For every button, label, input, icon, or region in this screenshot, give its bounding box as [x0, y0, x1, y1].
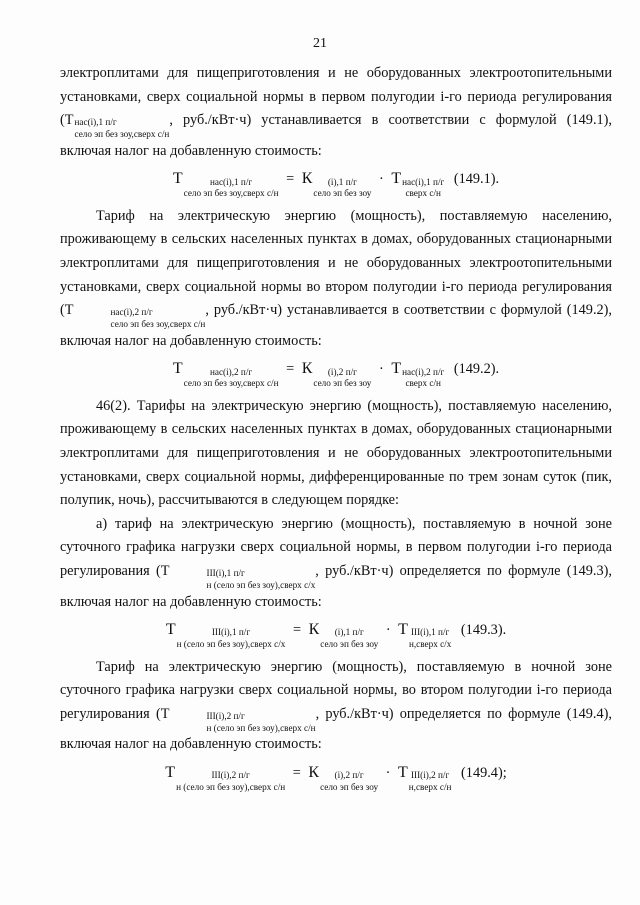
paragraph-2: Тариф на электрическую энергию (мощность), поставляемую населению, проживающему в сельских населенных пунктах в домах, оборудованных стационарными электроплитами для пищеприготовления и не оборудованных электроотопительными установками, сверх социальной нормы во втором полугодии i-го периода регулирования (Т нас(i),2 п/г село эп без зоу,сверх с/н , руб./кВт·ч) устанавливается в соответствии с формулой (149.2), включая налог на добавленную стоимость:: [60, 207, 612, 349]
formula-number: (149.2).: [453, 361, 500, 378]
inline-tariff-2: (Т нас(i),2 п/г село эп без зоу,сверх с/н: [60, 302, 206, 330]
formula-number: (149.4);: [461, 765, 507, 781]
paragraph-5: Тариф на электрическую энергию (мощность), поставляемую в ночной зоне суточного графика нагрузки сверх социальной нормы, во втором полугодии i-го периода регулирования (Т III(i),2 п/г н (село эп без зоу),сверх с/н , руб./кВт·ч) определяется по формуле (149.4), включая налог на добавленную стоимость:: [60, 658, 612, 753]
formula-number: (149.3).: [460, 622, 507, 639]
paragraph-1-line-1: электроплитами для пищеприготовления и не оборудованных электроотопительными: [60, 65, 612, 81]
formula-149-2: Т нас(i),2 п/г село эп без зоу,сверх с/н = К (i),2 п/г село эп без зоу · Т нас(i),2 п/г сверх с/н (149.2).: [172, 360, 500, 389]
page-number: 21: [313, 36, 327, 51]
formula-number: (149.1).: [453, 171, 500, 188]
document-body: [60, 62, 612, 799]
inline-tariff-1: (Т нас(i),1 п/г село эп без зоу,сверх с/н: [60, 112, 170, 140]
paragraph-1-line-4: включая налог на добавленную стоимость:: [60, 142, 322, 159]
inline-tariff-4: (Т III(i),2 п/г н (село эп без зоу),сверх с/н: [155, 705, 316, 733]
formula-149-1: Т нас(i),1 п/г село эп без зоу,сверх с/н = К (i),1 п/г село эп без зоу · Т нас(i),1 п/г сверх с/н (149.1).: [172, 170, 500, 199]
inline-tariff-3: (Т III(i),1 п/г н (село эп без зоу),сверх с/х: [156, 563, 316, 590]
paragraph-1-line-2: установками, сверх социальной нормы в первом полугодии i-го периода регулирования: [60, 88, 612, 105]
paragraph-3: 46(2). Тарифы на электрическую энергию (мощность), поставляемую населению, проживающему в сельских населенных пунктах в домах, оборудованных стационарными электроплитами для пищеприготовления и не оборудованных электроотопительными установками, сверх социальной нормы, дифференцированные по трем зонам суток (пик, полупик, ночь), рассчитываются в следующем порядке:: [60, 397, 612, 509]
paragraph-1: [60, 62, 612, 163]
formula-149-3: Т III(i),1 п/г н (село эп без зоу),сверх с/х = К (i),1 п/г село эп без зоу · Т III(i),1 п/г н,сверх с/х (149.3).: [165, 621, 507, 650]
formula-149-4: Т III(i),2 п/г н (село эп без зоу),сверх с/н = К (i),2 п/г село эп без зоу · Т III(i),2 п/г н,сверх с/н (149.4);: [165, 764, 507, 792]
paragraph-4: а) тариф на электрическую энергию (мощность), поставляемую в ночной зоне суточного графика нагрузки сверх социальной нормы, в первом полугодии i-го периода регулирования (Т III(i),1 п/г н (село эп без зоу),сверх с/х , руб./кВт·ч) определяется по формуле (149.3), включая налог на добавленную стоимость:: [60, 515, 612, 610]
paragraph-1-after: , руб./кВт·ч) устанавливается в соответствии с формулой (149.1),: [169, 112, 612, 129]
